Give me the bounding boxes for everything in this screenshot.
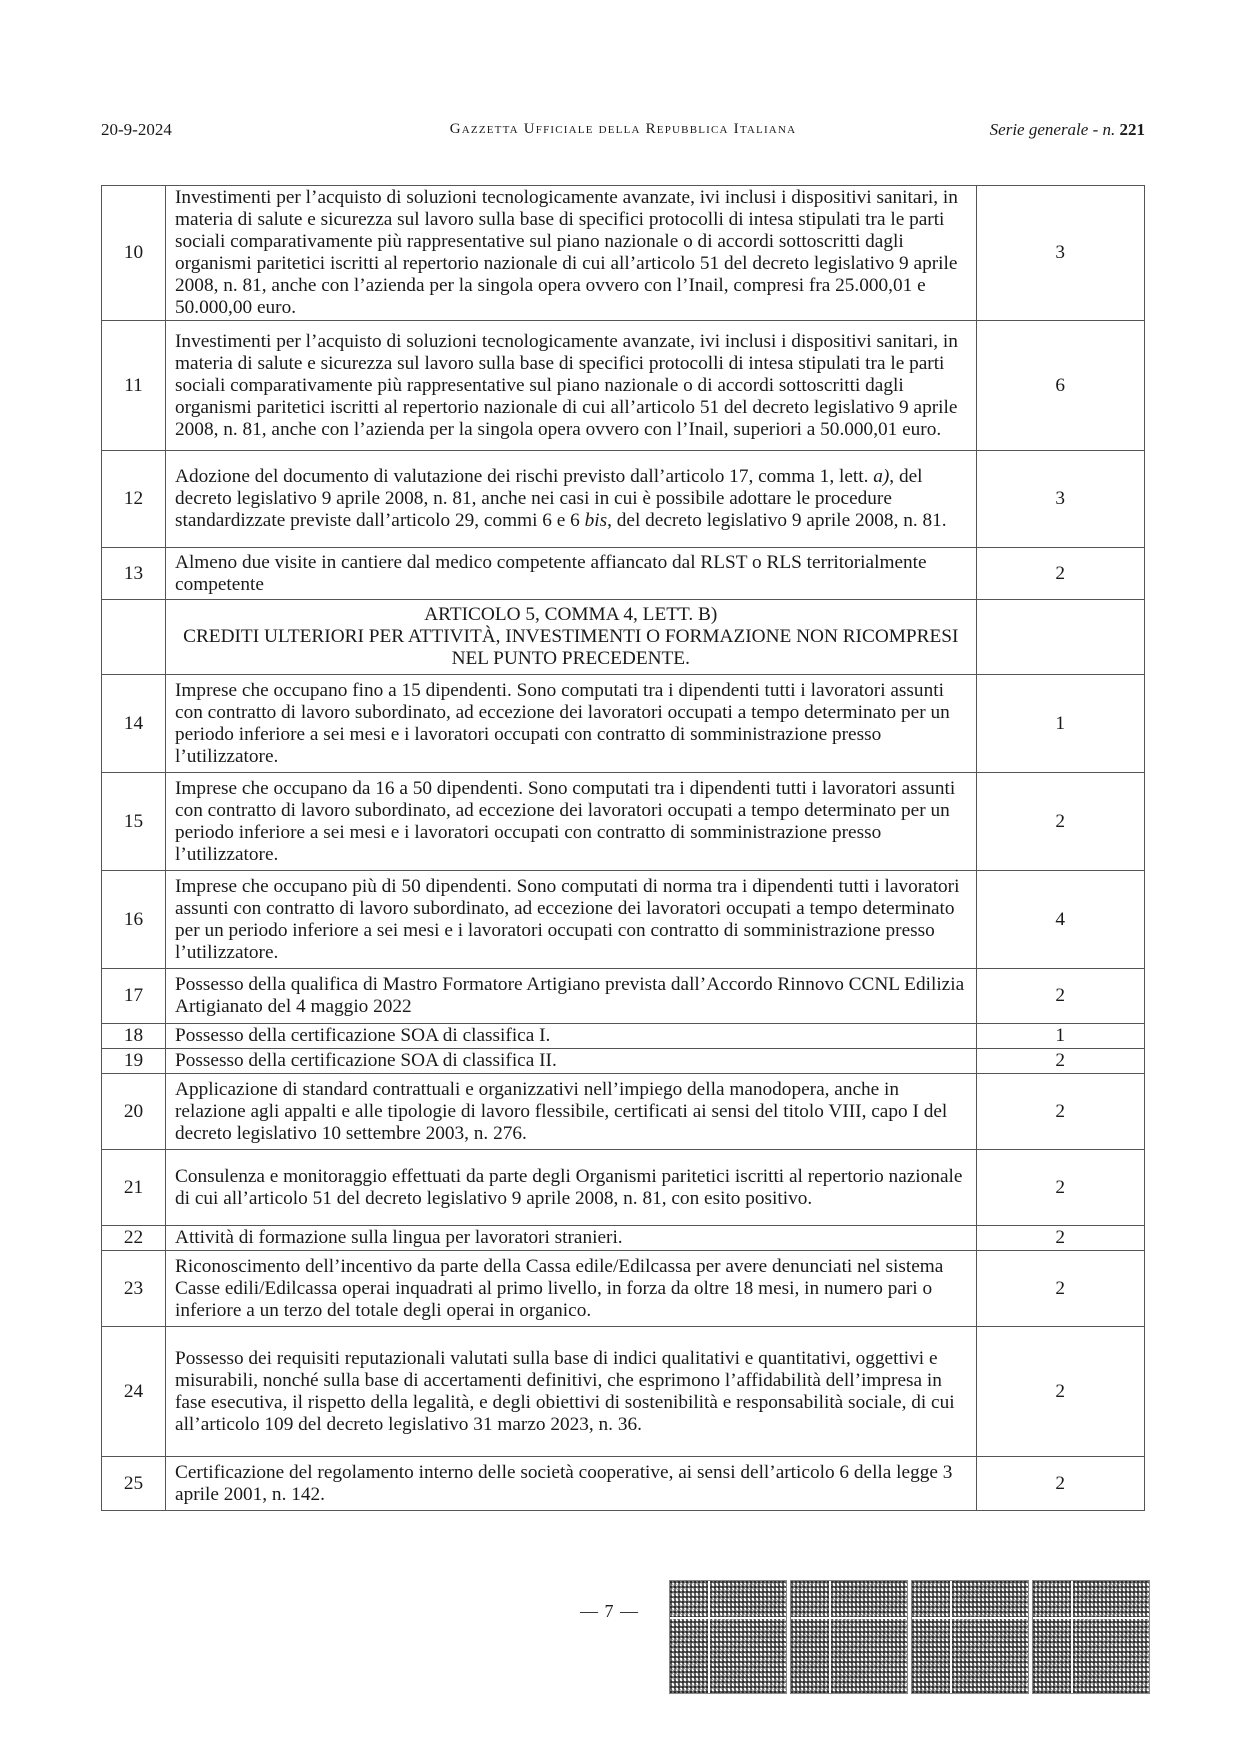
row-number: 22 — [102, 1226, 166, 1251]
row-points: 4 — [976, 871, 1145, 969]
table-row — [102, 1150, 1145, 1226]
page-number: — 7 — — [580, 1601, 639, 1621]
table-row — [102, 1251, 1145, 1327]
row-number: 18 — [102, 1024, 166, 1049]
row-description: Almeno due visite in cantiere dal medico competente affiancato dal RLST o RLS territorialmente competente — [166, 548, 976, 600]
section-heading — [166, 600, 976, 675]
row-description: Possesso della certificazione SOA di classifica II. — [166, 1049, 976, 1074]
section-empty-cell — [102, 600, 166, 675]
table-row — [102, 675, 1145, 773]
row-description: Investimenti per l’acquisto di soluzioni tecnologicamente avanzate, ivi inclusi i dispositivi sanitari, in materia di salute e sicurezza sul lavoro sulla base di specifici protocolli di intesa stipulati tra le parti sociali comparativamente più rappresentative sul piano nazionale o di accordi sottoscritti dagli organismi paritetici iscritti al repertorio nazionale di cui all’articolo 51 del decreto legislativo 9 aprile 2008, n. 81, anche con l’azienda per la singola opera ovvero con l’Inail, superiori a 50.000,01 euro. — [166, 321, 976, 451]
table-row — [102, 1327, 1145, 1457]
row-points: 1 — [976, 675, 1145, 773]
table-row — [102, 773, 1145, 871]
row-points: 6 — [976, 321, 1145, 451]
row-points: 2 — [976, 1074, 1145, 1150]
table-row — [102, 548, 1145, 600]
qr-code-icon — [911, 1580, 1029, 1694]
table-row — [102, 969, 1145, 1024]
section-heading-line1: ARTICOLO 5, COMMA 4, LETT. B) — [424, 604, 718, 625]
row-number: 12 — [102, 451, 166, 548]
row-number: 14 — [102, 675, 166, 773]
row-points: 2 — [976, 1457, 1145, 1511]
series-label: Serie generale - n. — [989, 120, 1116, 139]
row-description: Imprese che occupano fino a 15 dipendenti. Sono computati tra i dipendenti tutti i lavoratori assunti con contratto di lavoro subordinato, ad eccezione dei lavoratori occupati a tempo determinato per un periodo inferiore a sei mesi e i lavoratori occupati con contratto di somministrazione presso l’utilizzatore. — [166, 675, 976, 773]
row-number: 24 — [102, 1327, 166, 1457]
row-points: 3 — [976, 186, 1145, 321]
row-number: 13 — [102, 548, 166, 600]
qr-code-icon — [790, 1580, 908, 1694]
row-description: Possesso della qualifica di Mastro Formatore Artigiano prevista dall’Accordo Rinnovo CCNL Edilizia Artigianato del 4 maggio 2022 — [166, 969, 976, 1024]
row-text-italic: a) — [873, 466, 890, 487]
row-text-part: , del decreto legislativo 9 aprile 2008, n. 81, anche nei casi in cui è possibile adottare le procedure standardizzate previste dall’articolo 29, commi 6 e 6 — [175, 466, 923, 531]
series-number: 221 — [1119, 120, 1145, 139]
row-number: 20 — [102, 1074, 166, 1150]
row-number: 19 — [102, 1049, 166, 1074]
row-description: Applicazione di standard contrattuali e organizzativi nell’impiego della manodopera, anche in relazione agli appalti e alle tipologie di lavoro flessibile, certificati ai sensi del titolo VIII, capo I del decreto legislativo 10 settembre 2003, n. 276. — [166, 1074, 976, 1150]
header-date: 20-9-2024 — [101, 120, 172, 139]
row-number: 25 — [102, 1457, 166, 1511]
row-description: Imprese che occupano da 16 a 50 dipendenti. Sono computati tra i dipendenti tutti i lavoratori assunti con contratto di lavoro subordinato, ad eccezione dei lavoratori occupati a tempo determinato per un periodo inferiore a sei mesi e i lavoratori occupati con contratto di somministrazione presso l’utilizzatore. — [166, 773, 976, 871]
qr-code-icon — [669, 1580, 787, 1694]
row-points: 2 — [976, 1251, 1145, 1327]
table-row — [102, 321, 1145, 451]
row-description: Possesso della certificazione SOA di classifica I. — [166, 1024, 976, 1049]
row-number: 10 — [102, 186, 166, 321]
section-header-row — [102, 600, 1145, 675]
table-row — [102, 1074, 1145, 1150]
section-heading-line2: CREDITI ULTERIORI PER ATTIVITÀ, INVESTIMENTI O FORMAZIONE NON RICOMPRESI NEL PUNTO PRECEDENTE. — [183, 626, 959, 669]
row-description: Investimenti per l’acquisto di soluzioni tecnologicamente avanzate, ivi inclusi i dispositivi sanitari, in materia di salute e sicurezza sul lavoro sulla base di specifici protocolli di intesa stipulati tra le parti sociali comparativamente più rappresentative sul piano nazionale o di accordi sottoscritti dagli organismi paritetici iscritti al repertorio nazionale di cui all’articolo 51 del decreto legislativo 9 aprile 2008, n. 81, anche con l’azienda per la singola opera ovvero con l’Inail, compresi fra 25.000,01 e 50.000,00 euro. — [166, 186, 976, 321]
row-description: Certificazione del regolamento interno delle società cooperative, ai sensi dell’articolo 6 della legge 3 aprile 2001, n. 142. — [166, 1457, 976, 1511]
table-row — [102, 871, 1145, 969]
row-description: Riconoscimento dell’incentivo da parte della Cassa edile/Edilcassa per avere denunciati nel sistema Casse edili/Edilcassa operai inquadrati al primo livello, in forza da oltre 18 mesi, in numero pari o inferiore a un terzo del totale degli operai in organico. — [166, 1251, 976, 1327]
row-points: 2 — [976, 548, 1145, 600]
section-empty-cell — [976, 600, 1145, 675]
table-row — [102, 1226, 1145, 1251]
page-header — [101, 120, 1145, 144]
row-points: 2 — [976, 1327, 1145, 1457]
row-text-part: Adozione del documento di valutazione dei rischi previsto dall’articolo 17, comma 1, lett. — [175, 466, 869, 487]
row-points: 2 — [976, 1226, 1145, 1251]
table-row — [102, 1049, 1145, 1074]
header-series — [990, 120, 1145, 140]
row-points: 3 — [976, 451, 1145, 548]
row-points: 2 — [976, 773, 1145, 871]
row-text-italic: bis — [584, 510, 608, 531]
row-number: 11 — [102, 321, 166, 451]
table-row — [102, 1457, 1145, 1511]
row-number: 16 — [102, 871, 166, 969]
row-description: Imprese che occupano più di 50 dipendenti. Sono computati di norma tra i dipendenti tutti i lavoratori assunti con contratto di lavoro subordinato, ad eccezione dei lavoratori occupati a tempo determinato per un periodo inferiore a sei mesi e i lavoratori occupati con contratto di somministrazione presso l’utilizzatore. — [166, 871, 976, 969]
row-points: 2 — [976, 969, 1145, 1024]
row-description: Attività di formazione sulla lingua per lavoratori stranieri. — [166, 1226, 976, 1251]
row-number: 21 — [102, 1150, 166, 1226]
row-points: 2 — [976, 1150, 1145, 1226]
row-description — [166, 451, 976, 548]
row-text-part: , del decreto legislativo 9 aprile 2008, n. 81. — [607, 510, 947, 531]
row-number: 23 — [102, 1251, 166, 1327]
table-row — [102, 186, 1145, 321]
table-row — [102, 1024, 1145, 1049]
row-description: Possesso dei requisiti reputazionali valutati sulla base di indici qualitativi e quantitativi, oggettivi e misurabili, nonché sulla base di accertamenti definitivi, che esprimono l’affidabilità dell’impresa in fase esecutiva, il rispetto della legalità, e degli obiettivi di sostenibilità e responsabilità sociale, di cui all’articolo 109 del decreto legislativo 31 marzo 2023, n. 36. — [166, 1327, 976, 1457]
credits-table — [101, 185, 1145, 1511]
header-title: Gazzetta Ufficiale della Repubblica Italiana — [449, 121, 797, 137]
row-points: 1 — [976, 1024, 1145, 1049]
qr-code-icon — [1032, 1580, 1150, 1694]
row-description: Consulenza e monitoraggio effettuati da parte degli Organismi paritetici iscritti al repertorio nazionale di cui all’articolo 51 del decreto legislativo 9 aprile 2008, n. 81, con esito positivo. — [166, 1150, 976, 1226]
row-points: 2 — [976, 1049, 1145, 1074]
row-number: 17 — [102, 969, 166, 1024]
row-number: 15 — [102, 773, 166, 871]
table-row — [102, 451, 1145, 548]
